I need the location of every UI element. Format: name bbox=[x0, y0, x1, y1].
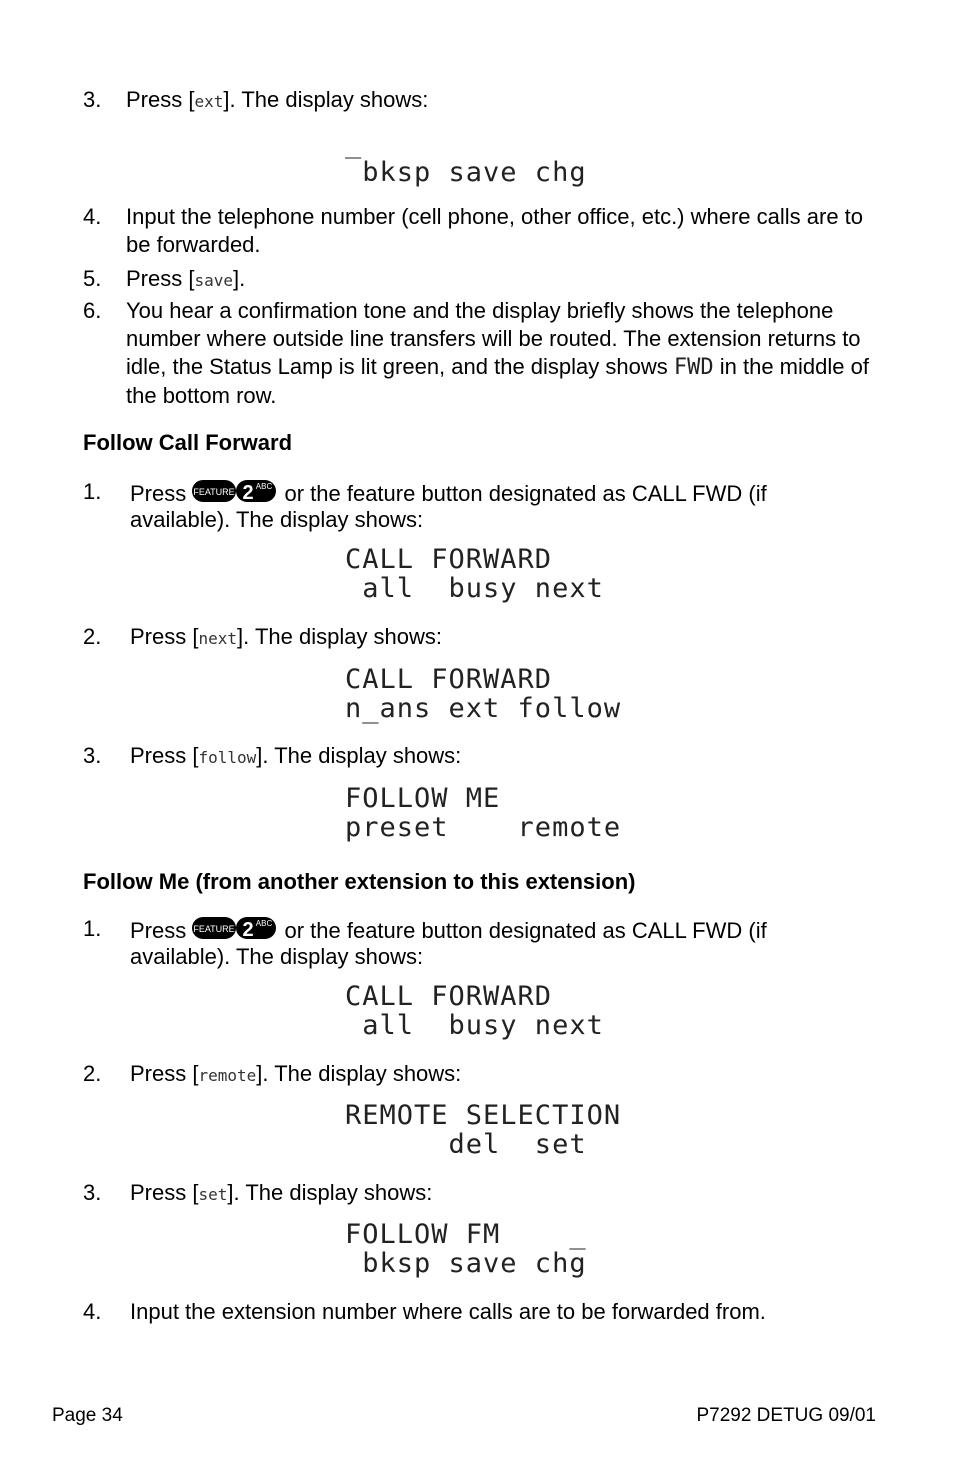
softkey-save: save bbox=[194, 271, 233, 290]
step-text: Press [ bbox=[126, 87, 195, 112]
heading-follow-call-forward: Follow Call Forward bbox=[83, 430, 293, 455]
step-text: Input the telephone number (cell phone, other office, etc.) where calls are to be forwarded. bbox=[126, 204, 864, 257]
step-text: Input the extension number where calls are to be forwarded from. bbox=[130, 1299, 766, 1324]
step-text-end: or the feature button designated as CALL FWD (if available). The display shows: bbox=[130, 918, 767, 969]
lcd-display-call-forward-2 bbox=[345, 665, 621, 723]
feature-key-label: FEATURE bbox=[193, 924, 236, 934]
lcd-line-1: CALL FORWARD bbox=[345, 981, 553, 1012]
softkey-remote: remote bbox=[198, 1066, 257, 1085]
lcd-line-1: FOLLOW ME bbox=[345, 783, 501, 814]
lcd-line-2: all busy next bbox=[345, 1010, 604, 1041]
lcd-display-follow-fm bbox=[345, 1220, 587, 1278]
digit-key-label: 2 bbox=[242, 919, 254, 941]
step-number: 4. bbox=[83, 1299, 102, 1324]
lcd-display-bksp bbox=[345, 129, 587, 187]
lcd-display-follow-me bbox=[345, 784, 621, 842]
digit-key-label: 2 bbox=[242, 482, 254, 504]
step-text: Press [ bbox=[130, 1180, 199, 1205]
softkey-follow: follow bbox=[198, 748, 257, 767]
step-number: 3. bbox=[83, 87, 102, 112]
feature-key-label: FEATURE bbox=[193, 487, 236, 497]
step-text-end: ]. bbox=[233, 266, 246, 291]
lcd-line-2: bksp save chg bbox=[345, 1248, 587, 1279]
step-text-end: ]. The display shows: bbox=[237, 624, 443, 649]
lcd-display-call-forward bbox=[345, 545, 604, 603]
step-number: 1. bbox=[83, 479, 102, 504]
digit-key-letters: ABC bbox=[256, 919, 273, 928]
step-number: 2. bbox=[83, 1061, 102, 1086]
step-number: 5. bbox=[83, 266, 102, 291]
step-text: You hear a confirmation tone and the display briefly shows the telephone number where outside line transfers will be routed. The extension returns to idle, the Status Lamp is lit green, and the display shows bbox=[126, 298, 861, 379]
lcd-line-1: _ bbox=[345, 128, 363, 159]
step-number: 3. bbox=[83, 1180, 102, 1205]
step-text-end: or the feature button designated as CALL FWD (if available). The display shows: bbox=[130, 481, 767, 532]
step-text: Press [ bbox=[130, 1061, 199, 1086]
footer-page-number: Page 34 bbox=[52, 1405, 123, 1426]
step-number: 6. bbox=[83, 298, 102, 323]
step-number: 3. bbox=[83, 743, 102, 768]
step-text: Press [ bbox=[130, 624, 199, 649]
lcd-line-1: REMOTE SELECTION bbox=[345, 1100, 622, 1131]
step-text-end: ]. The display shows: bbox=[227, 1180, 433, 1205]
lcd-display-remote-selection bbox=[345, 1101, 621, 1159]
lcd-line-2: del set bbox=[345, 1129, 587, 1160]
lcd-display-call-forward-3 bbox=[345, 982, 604, 1040]
feature-2-keys-icon bbox=[192, 478, 278, 504]
step-text-end: ]. The display shows: bbox=[256, 1061, 462, 1086]
step-text-end: ]. The display shows: bbox=[256, 743, 462, 768]
step-text: Press [ bbox=[130, 743, 199, 768]
step-text-end: ]. The display shows: bbox=[223, 87, 429, 112]
lcd-line-2: bksp save chg bbox=[345, 157, 587, 188]
digit-key-letters: ABC bbox=[256, 482, 273, 491]
lcd-fwd-indicator: FWD bbox=[673, 355, 714, 380]
step-number: 4. bbox=[83, 204, 102, 229]
step-text-end: in the middle of the bottom row. bbox=[126, 354, 869, 408]
softkey-ext: ext bbox=[194, 92, 224, 111]
step-text: Press [ bbox=[126, 266, 195, 291]
lcd-line-1: FOLLOW FM _ bbox=[345, 1219, 587, 1250]
lcd-line-1: CALL FORWARD bbox=[345, 544, 553, 575]
footer-doc-id: P7292 DETUG 09/01 bbox=[696, 1405, 876, 1426]
softkey-next: next bbox=[198, 629, 237, 648]
heading-follow-me: Follow Me (from another extension to this extension) bbox=[83, 869, 636, 894]
lcd-line-2: n_ans ext follow bbox=[345, 693, 622, 724]
step-number: 2. bbox=[83, 624, 102, 649]
step-text: Press bbox=[130, 918, 193, 943]
lcd-line-1: CALL FORWARD bbox=[345, 664, 553, 695]
feature-2-keys-icon bbox=[192, 915, 278, 941]
step-text: Press bbox=[130, 481, 193, 506]
lcd-line-2: preset remote bbox=[345, 812, 622, 843]
softkey-set: set bbox=[198, 1185, 228, 1204]
lcd-line-2: all busy next bbox=[345, 573, 604, 604]
step-number: 1. bbox=[83, 916, 102, 941]
